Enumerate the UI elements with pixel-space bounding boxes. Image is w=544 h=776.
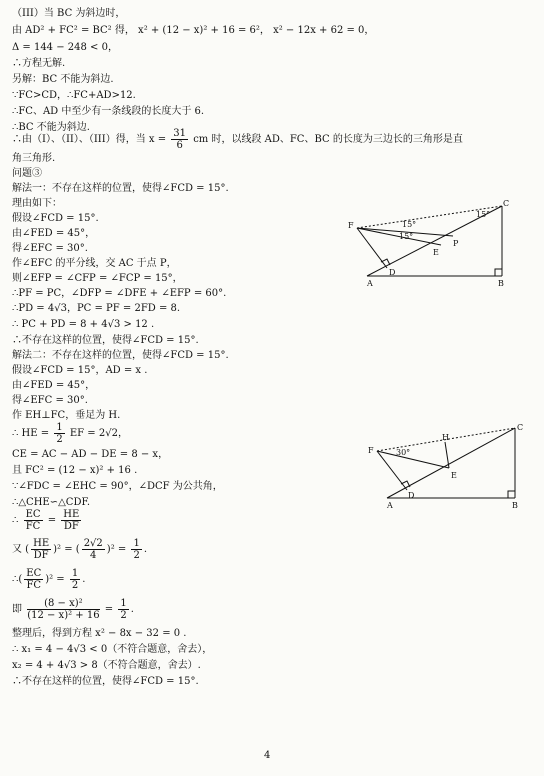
- fraction-numerator: 1: [71, 568, 79, 579]
- text-line: 解法二：不存在这样的位置，使得∠FCD = 15°.: [12, 350, 229, 361]
- label-f: F: [368, 446, 374, 455]
- text-fragment: )² = (: [53, 544, 80, 555]
- label-a: A: [387, 501, 393, 510]
- fraction: [171, 128, 188, 151]
- fraction: [82, 538, 105, 561]
- text-line: （III）当 BC 为斜边时，: [12, 8, 126, 19]
- text-fragment: )² =: [106, 544, 127, 555]
- label-f: F: [348, 221, 354, 230]
- text-fragment: 即: [12, 604, 22, 615]
- label-e: E: [451, 471, 457, 480]
- text-line: Δ = 144 − 248 < 0，: [12, 42, 118, 53]
- text-line: 且 FC² = (12 − x)² + 16 .: [12, 465, 138, 476]
- angle-label: 15°: [399, 232, 414, 241]
- text-fragment: ∴: [12, 515, 19, 526]
- text-line: 另解：BC 不能为斜边.: [12, 74, 114, 85]
- segment-ac: [387, 428, 515, 498]
- right-angle-mark: [508, 491, 515, 498]
- right-angle-mark: [495, 269, 502, 276]
- text-line: ∵FC>CD，∴FC+AD>12.: [12, 90, 136, 101]
- formula-line: [12, 509, 83, 533]
- text-fragment: .: [82, 574, 86, 585]
- text-fragment: ∴由（I）、（II）、（III）得，当 x =: [12, 134, 167, 145]
- fraction: [31, 538, 51, 561]
- geometry-figure-1: [345, 198, 535, 288]
- text-line: 由∠FED = 45°，: [12, 380, 96, 391]
- text-fragment: ∴(: [12, 574, 23, 585]
- text-line: ∴PF = PC，∠DFP = ∠DFE + ∠EFP = 60°.: [12, 288, 227, 299]
- formula-line: [12, 568, 85, 592]
- label-e: E: [433, 248, 439, 257]
- text-fragment: 又 (: [12, 544, 30, 555]
- fraction-denominator: DF: [33, 550, 49, 561]
- formula-line: [12, 598, 134, 622]
- angle-label: 15°: [402, 220, 417, 229]
- text-line: ∴PD = 4√3，PC = PF = 2FD = 8.: [12, 303, 181, 314]
- fraction-denominator: 2: [71, 580, 79, 591]
- label-a: A: [367, 279, 373, 288]
- fraction: [54, 422, 64, 445]
- fraction-numerator: 31: [173, 128, 186, 139]
- formula-line: [12, 538, 147, 562]
- fraction-denominator: 4: [90, 550, 97, 561]
- text-line: 由∠FED = 45°，: [12, 228, 96, 239]
- text-line: 得∠EFC = 30°.: [12, 395, 88, 406]
- text-fragment: EF = 2√2，: [69, 428, 128, 439]
- fraction-numerator: (8 − x)²: [27, 598, 99, 610]
- fraction-numerator: 1: [56, 422, 63, 433]
- text-line: ∴ PC + PD = 8 + 4√3 > 12 .: [12, 319, 155, 330]
- text-line: ∴ x₁ = 4 − 4√3 < 0（不符合题意，舍去），: [12, 644, 213, 655]
- fraction-denominator: DF: [63, 521, 79, 532]
- fraction-denominator: 2: [133, 550, 140, 561]
- text-line: ∴△CHE∽△CDF.: [12, 497, 91, 508]
- fraction: [70, 568, 80, 591]
- label-d: D: [389, 268, 396, 277]
- label-c: C: [517, 423, 524, 432]
- formula-line: [12, 422, 128, 446]
- text-line: ∴方程无解.: [12, 58, 66, 69]
- fraction: [61, 509, 81, 532]
- text-line: 整理后，得到方程 x² − 8x − 32 = 0 .: [12, 628, 187, 639]
- text-line: 角三角形.: [12, 153, 56, 164]
- text-line: CE = AC − AD − DE = 8 − x，: [12, 449, 169, 460]
- text-fragment: =: [47, 515, 57, 526]
- fraction-denominator: 2: [56, 434, 63, 445]
- text-line: 问题③: [12, 168, 42, 179]
- conclusion-line: [12, 128, 463, 152]
- text-line: 作 EH⊥FC，垂足为 H.: [12, 410, 121, 421]
- fraction-denominator: 6: [176, 140, 183, 151]
- page-number: 4: [264, 750, 271, 761]
- fraction-denominator: 2: [120, 610, 127, 621]
- fraction-numerator: EC: [25, 509, 41, 520]
- text-line: ∴不存在这样的位置，使得∠FCD = 15°.: [12, 676, 199, 687]
- text-fragment: .: [130, 604, 134, 615]
- fraction-numerator: HE: [33, 538, 50, 549]
- fraction-numerator: 1: [120, 598, 127, 609]
- fraction-denominator: (12 − x)² + 16: [27, 610, 100, 621]
- text-line: ∵∠FDC = ∠EHC = 90°，∠DCF 为公共角，: [12, 481, 223, 492]
- text-fragment: ∴ HE =: [12, 428, 50, 439]
- fraction: [24, 568, 43, 591]
- text-line: 假设∠FCD = 15°.: [12, 213, 99, 224]
- label-p: P: [453, 239, 459, 248]
- label-b: B: [498, 279, 504, 288]
- text-fragment: )² =: [45, 574, 65, 585]
- text-line: x₂ = 4 + 4√3 > 8（不符合题意，舍去）.: [12, 660, 201, 671]
- text-line: 则∠EFP = ∠CFP = ∠FCP = 15°，: [12, 273, 183, 284]
- text-fragment: .: [143, 544, 148, 555]
- label-c: C: [503, 199, 510, 208]
- text-line: ∴不存在这样的位置，使得∠FCD = 15°.: [12, 335, 199, 346]
- fraction-numerator: HE: [63, 509, 80, 520]
- label-b: B: [512, 501, 518, 510]
- fraction-numerator: 2√2: [83, 538, 103, 549]
- label-h: H: [442, 433, 449, 442]
- text-fragment: cm 时，以线段 AD、FC、BC 的长度为三边长的三角形是直: [193, 134, 463, 145]
- fraction: [131, 538, 141, 561]
- label-d: D: [408, 491, 415, 500]
- angle-label: 30°: [396, 448, 411, 457]
- fraction: [118, 598, 128, 621]
- text-line: 得∠EFC = 30°.: [12, 243, 88, 254]
- text-fragment: =: [104, 604, 114, 615]
- text-line: 由 AD² + FC² = BC² 得， x² + (12 − x)² + 16 = 6²， x² − 12x + 62 = 0，: [12, 25, 375, 36]
- geometry-figure-2: [365, 420, 535, 512]
- segment-eh: [445, 442, 449, 468]
- fraction-numerator: EC: [26, 568, 42, 579]
- text-line: ∴FC、AD 中至少有一条线段的长度大于 6.: [12, 106, 205, 117]
- fraction: [27, 598, 99, 621]
- text-line: 解法一：不存在这样的位置，使得∠FCD = 15°.: [12, 183, 229, 194]
- text-line: 假设∠FCD = 15°，AD = x .: [12, 365, 148, 376]
- segment-fd: [357, 228, 387, 268]
- angle-label: 15°: [476, 210, 491, 219]
- text-line: ∴BC 不能为斜边.: [12, 122, 90, 133]
- text-line: 理由如下：: [12, 198, 62, 209]
- fraction-numerator: 1: [133, 538, 140, 549]
- fraction-denominator: FC: [25, 521, 41, 532]
- text-line: 作∠EFC 的平分线，交 AC 于点 P，: [12, 258, 177, 269]
- fraction: [24, 509, 43, 532]
- fraction-denominator: FC: [26, 580, 42, 591]
